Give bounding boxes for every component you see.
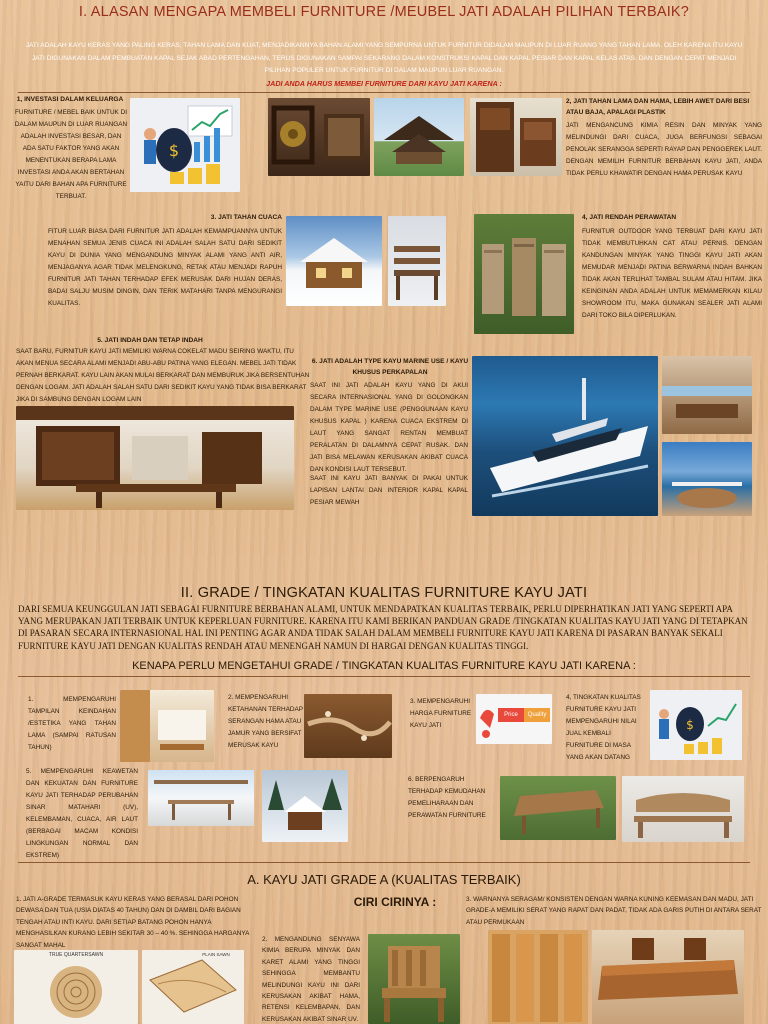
item-6-title: 6. JATI ADALAH TYPE KAYU MARINE USE / KAYU KHUSUS PERKAPALAN <box>311 358 469 376</box>
teak-armchair-photo <box>368 934 460 1024</box>
yacht-interior-photo <box>662 356 752 434</box>
yacht-photo <box>472 356 658 516</box>
item-5-title: 5. JATI INDAH DAN TETAP INDAH <box>97 337 203 344</box>
reason-4: 4, TINGKATAN KUALITAS FURNITURE KAYU JATI MEMPENGARUHI NILAI JUAL KEMBALI FURNITURE DI MASA YANG AKAN DATANG <box>566 694 641 761</box>
section-1-highlight: JADI ANDA HARUS MEMBEI FURNITURE DARI KAYU JATI KARENA : <box>266 79 502 88</box>
investment-illustration <box>130 98 240 192</box>
section-2-intro: DARI SEMUA KEUNGGULAN JATI SEBAGAI FURNITURE BERBAHAN ALAMI, UNTUK MENDAPATKAN KUALITAS TERBAIK, PERLU DIPERHATIKAN JATI YANG SEPERTI APA YANG MERUPAKAN JATI TERBAIK UNTUK KEPERLUAN FURNITURE. KARENA ITU KAMI BERIKAN PANDUAN GRADE /TINGKATAN KUALITAS KAYU JATI YANG DI TETAPKAN DI PASARAN SECARA INTERNASIONAL HAL INI PENTING AGAR ANDA TIDAK SALAH DALAM MEMBELI FURNITURE KAYU JATI KARENA DI PASARAN BANYAK SEKALI FURNITURE KAYU JATI DENGAN KUALITAS RENDAH ATAU MENENGAH NAMUN DI HARGAI DENGAN KUALITAS TINGGI. <box>18 604 748 651</box>
teak-dining-table-photo <box>592 930 744 1024</box>
reason-5: 5. MEMPENGARUHI KEAWETAN DAN KEKUATAN DAN FURNITURE KAYU JATI TERHADAP PERUBAHAN SINAR MATAHARI (UV), KELEMBAMAN, CUACA, AIR LAUT (BERBAGAI MACAM KONDISI LINGKUNGAN NORMAL DAN EKSTREM) <box>26 768 138 859</box>
plainsawn-diagram <box>142 950 244 1024</box>
gamelan-teak-photo <box>268 98 370 176</box>
outdoor-teak-chairs-photo <box>474 214 574 334</box>
teak-library-interior-photo <box>16 406 294 510</box>
item-2-text: JATI MENGANCUNG KIMIA RESIN DAN MINYAK YANG MELINDUNGI DARI CUACA, JUGA BERFUNGSI SEBAGAI PENOLAK SERANGGA SEPERTI RAYAP DAN PENGGEREK LAUT. DENGAN MEMILIH FURNITUR BERBAHAN KAYU JATI, ANDA TIDAK PERLU KHAWATIR DENGAN HAMA PERUSAK KAYU <box>566 122 762 177</box>
item-5-text: SAAT BARU, FURNITUR KAYU JATI MEMILIKI WARNA COKELAT MADU SEIRING WAKTU, ITU AKAN MENUA SECARA ALAMI MENJADI ABU-ABU PATINA YANG ELEGAN. MEBEL JATI TIDAK PERNAH BERKARAT. KAYU LAIN AKAN MULAI BERKARAT DAN MEMBURUK JIKA BERSENTUHAN DENGAN LOGAM. JATI ADALAH SALAH SATU DARI SEDIKIT KAYU YANG TIDAK BISA BERKARAT JIKA DI SAMBUNG DENGAN LOGAM LAIN <box>16 348 310 403</box>
interior-teak-room-photo <box>120 690 214 762</box>
item-4-text: FURNITUR OUTDOOR YANG TERBUAT DARI KAYU JATI TIDAK MEMBUTUHKAN CAT ATAU PERNIS. DENGAN KANDUNGAN MINYAK YANG TINGGI KAYU JATI AKAN MEMUDAR MENJADI PATINA BERWARNA INDAH BAHKAN TIDAK AKAN TERLIHAT TAMBAL SULAM ATAU HITAM. JIKA KEINGINAN ANDA ADALAH UNTUK MEMAMERKAN KILAU SHOWROOM ITU, MAKA GUNAKAN SEALER JATI ALAMI DARI TOKO BILA DIPERLUKAN. <box>582 228 762 319</box>
teak-bench-photo <box>622 776 744 842</box>
diagram-label-left: TRUE QUARTERSAWN <box>48 952 104 958</box>
svg-text:$: $ <box>686 718 694 732</box>
damaged-wood-photo <box>304 694 392 758</box>
grade-a-ciri: CIRI CIRINYA : <box>353 895 437 909</box>
quality-label: Quality <box>524 708 550 722</box>
teak-planks-photo <box>488 930 588 1024</box>
section-1-intro: JATI ADALAH KAYU KERAS YANG PALING KERAS, TAHAN LAMA DAN KUAT, MENJADIKANNYA BAHAN ALAMI YANG SEMPURNA UNTUK FURNITUR DIDALAM MAUPUN DI LUAR RUANG YANG TAHAN LAMA. OLEH KARENA ITU KAYU JATI DIGUNAKAN DALAM PEMBUATAN KAPAL SEJAK ABAD PERTENGAHAN, TERUS DIGUNAKAN SAMPAI SEKARANG DALAM KONSTRUKSI KAPAL DAN KAPAL PESIAR DAN KAPAL KELAS ATAS. DAN DENGAN CEPAT MENJADI PILIHAN POPULER UNTUK FURNITUR DI DALAM MAUPUN LUAR RUANGAN. <box>25 42 743 74</box>
teak-pavilion-photo <box>374 98 464 176</box>
item-1-text: FURNITURE / MEBEL BAIK UNTUK DI DALAM MAUPUN DI LUAR RUANGAN ADALAH INVESTASI BESAR, DAN ADA SATU FAKTOR YANG AKAN MENENTUKAN BERAPA LAMA INVESTASI ANDA AKAN BERTAHAN YAITU DARI BAHAN APA FURNITURE TERBUAT. <box>14 109 128 200</box>
divider <box>18 862 750 863</box>
section-1-title: I. ALASAN MENGAPA MEMBELI FURNITURE /MEUBEL JATI ADALAH PILIHAN TERBAIK? <box>78 4 690 20</box>
snowy-cabin-photo <box>262 770 348 842</box>
reason-1: 1. MEMPENGARUHI TAMPILAN KEINDAHAN /ESTETIKA YANG TAHAN LAMA (SAMPAI RATUSAN TAHUN) <box>28 696 116 751</box>
garden-table-photo <box>500 776 616 840</box>
section-2-subtitle: KENAPA PERLU MENGETAHUI GRADE / TINGKATAN KUALITAS FURNITURE KAYU JATI KARENA : <box>132 660 636 672</box>
snowy-bench-photo <box>388 216 446 306</box>
section-2-title: II. GRADE / TINGKATAN KUALITAS FURNITURE KAYU JATI <box>180 585 588 601</box>
reason-3: 3. MEMPENGARUHI HARGA FURNITURE KAYU JATI <box>410 698 472 729</box>
item-6-text-2: SAAT INI KAYU JATI BANYAK DI PAKAI UNTUK LAPISAN LANTAI DAN INTERIOR KAPAL KAPAL PESIAR MEWAH <box>310 475 468 506</box>
grade-a-point-2: 2. MENGANDUNG SENYAWA KIMIA BERUPA MINYAK DAN KARET ALAMI YANG TINGGI SEHINGGA MEMBANTU MELINDUNGI KAYU INI DARI KERUSAKAN AKIBAT HAMA, RETENSI KELEMBAPAN, DAN KERUSAKAN AKIBAT SINAR UV. <box>262 936 360 1023</box>
reason-6: 6. BERPENGARUH TERHADAP KEMUDAHAN PEMELIHARAAN DAN PERAWATAN FURNITURE <box>408 776 486 819</box>
item-4-title: 4, JATI RENDAH PERAWATAN <box>582 214 677 221</box>
investment-illustration-small <box>650 690 742 760</box>
yacht-deck-photo <box>662 442 752 516</box>
price-label: Price <box>498 708 524 722</box>
grade-a-point-1: 1. JATI A-GRADE TERMASUK KAYU KERAS YANG BERASAL DARI POHON DEWASA DAN TUA (USIA DIATAS 40 TAHUN) DAN DI DAMBIL DARI BAGIAN TENGAH ATAU INTI KAYU. DARI SETIAP BATANG POHON HANYA MENGHASILKAN KURANG LEBIH SEKITAR 30 – 40 %. SEHINGGA HARGANYA SANGAT MAHAL <box>16 896 250 949</box>
quartersawn-diagram <box>14 950 138 1024</box>
price-quality-icon <box>476 694 552 744</box>
svg-text:$: $ <box>168 141 180 160</box>
divider <box>18 92 750 93</box>
item-1-title: 1, INVESTASI DALAM KELUARGA <box>16 96 124 103</box>
item-3-title: 3. JATI TAHAN CUACA <box>210 214 282 221</box>
snow-chalet-photo <box>286 216 382 306</box>
grade-a-title: A. KAYU JATI GRADE A (KUALITAS TERBAIK) <box>247 872 521 887</box>
item-6-text: SAAT INI JATI ADALAH KAYU YANG DI AKUI SECARA INTERNASIONAL YANG DI GOLONGKAN DALAM TYPE MARINE USE (PENGGUNAAN KAYU KHUSUS KAPAL ) KARENA CUACA EKSTREM DI LAUT YANG SANGAT RENTAN MEMBUAT PERALATAN DI DALAMNYA CEPAT RUSAK. DAN JATI BISA MELAWAN KERUSAKAN AKIBAT CUACA DAN KONDISI LAUT TERSEBUT. <box>310 382 468 473</box>
item-3-text: FITUR LUAR BIASA DARI FURNITUR JATI ADALAH KEMAMPUANNYA UNTUK MENAHAN SEMUA JENIS CUACA INI ADALAH SALAH SATU DARI SEDIKIT KAYU DI DUNIA YANG MENGANDUNG MINYAK ALAMI YANG ANTI AIR, MENJAGANYA AGAR TIDAK MELENGKUNG, RETAK ATAU MENJADI RAPUH FURNITUR JATI TAHAN TERHADAP EFEK MERUSAK DARI HUJAN DERAS, BADAI SALJU MUSIM DINGIN, DAN TERIK MATAHARI TANPA MENGURANGI KUALITAS. <box>48 228 282 307</box>
reason-2: 2. MEMPENGARUHI KETAHANAN TERHADAP SERANGAN HAMA ATAU JAMUR YANG BERSIFAT MERUSAK KAYU <box>228 694 303 749</box>
grade-a-point-3: 3. WARNANYA SERAGAM/ KONSISTEN DENGAN WARNA KUNING KEEMASAN DAN MADU, JATI GRADE-A MEMILIKI SERAT YANG RAPAT DAN PADAT, TIDAK ADA GARIS PUTIH DI ANTARA SERAT ATAU PERMUKAAN <box>466 896 762 926</box>
outdoor-dining-snow-photo <box>148 770 254 826</box>
item-2-title: 2, JATI TAHAN LAMA DAN HAMA, LEBIH AWET DARI BESI ATAU BAJA, APALAGI PLASTIK <box>566 98 750 116</box>
divider <box>18 676 750 677</box>
teak-wardrobe-photo <box>470 98 562 176</box>
diagram-label-right: PLAIN SAWN <box>202 952 230 957</box>
